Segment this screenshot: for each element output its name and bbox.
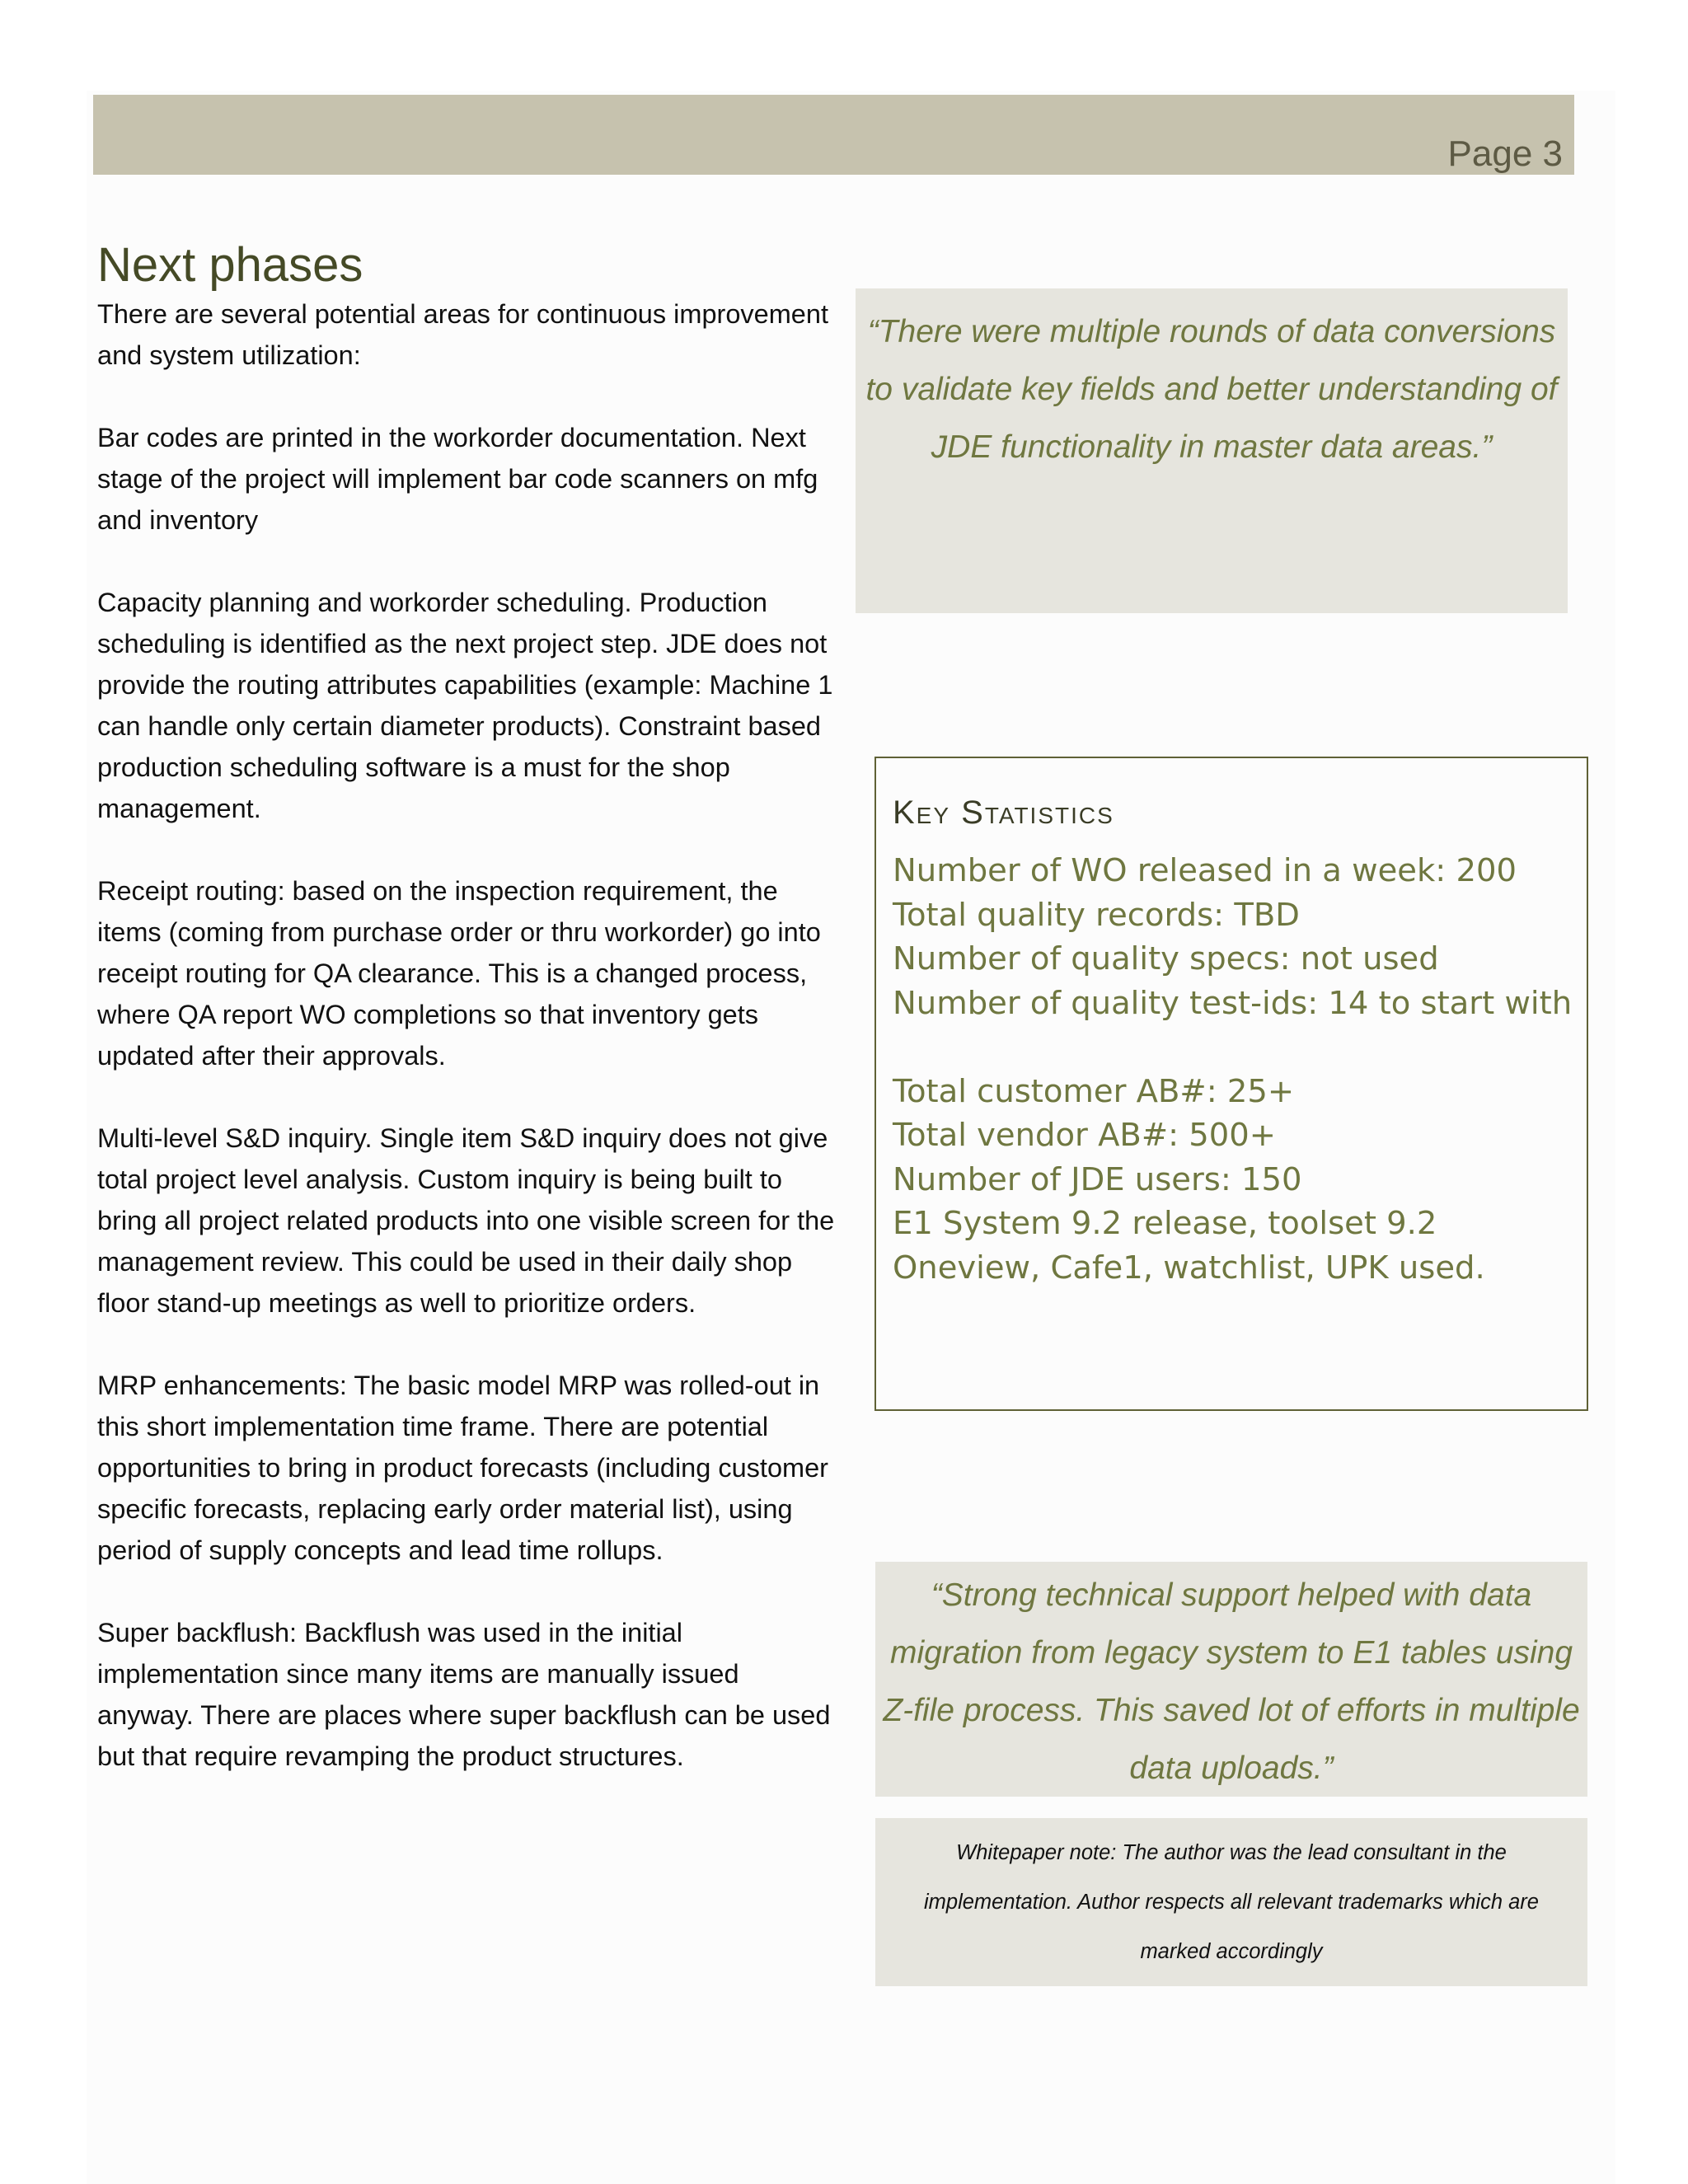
main-column: [97, 239, 839, 1818]
stat-spacer: [893, 1025, 1570, 1070]
pull-quote-technical-support: “Strong technical support helped with data migration from legacy system to E1 tables using Z-file process. This saved lot of efforts in multiple data uploads.”: [875, 1562, 1587, 1797]
stat-line: E1 System 9.2 release, toolset 9.2: [893, 1205, 1437, 1242]
page-header-band: [93, 95, 1574, 175]
paragraph-bar-codes: Bar codes are printed in the workorder documentation. Next stage of the project will implement bar code scanners on mfg and inventory: [97, 422, 818, 535]
paragraph-receipt-routing: Receipt routing: based on the inspection requirement, the items (coming from purchase order or thru workorder) go into receipt routing for QA clearance. This is a changed process, where QA report WO completions so that inventory gets updated after their approvals.: [97, 875, 821, 1071]
section-title: Next phases: [97, 238, 363, 292]
stat-line: Oneview, Cafe1, watchlist, UPK used.: [893, 1249, 1485, 1286]
stat-line: Number of JDE users: 150: [893, 1160, 1302, 1198]
stat-line: Total quality records: TBD: [893, 896, 1300, 934]
paragraph-sd-inquiry: Multi-level S&D inquiry. Single item S&D inquiry does not give total project level analysis. Custom inquiry is being built to bring all project related products into one visible screen for the management review. This could be used in their daily shop floor stand-up meetings as well to prioritize orders.: [97, 1122, 835, 1318]
key-statistics-title: Key Statistics: [893, 794, 1114, 831]
paragraph-capacity-planning: Capacity planning and workorder scheduling. Production scheduling is identified as the next project step. JDE does not provide the routing attributes capabilities (example: Machine 1 can handle only certain diameter products). Constraint based production scheduling software is a must for the shop management.: [97, 587, 833, 823]
stat-line: Number of quality specs: not used: [893, 940, 1439, 977]
stat-line: Number of WO released in a week: 200: [893, 852, 1517, 889]
key-statistics-box: [874, 757, 1588, 1411]
pull-quote-data-conversions: “There were multiple rounds of data conversions to validate key fields and better understanding of JDE functionality in master data areas.”: [856, 288, 1568, 613]
whitepaper-note: Whitepaper note: The author was the lead consultant in the implementation. Author respects all relevant trademarks which are marked accordingly: [875, 1818, 1587, 1986]
paragraph-super-backflush: Super backflush: Backflush was used in the initial implementation since many items are manually issued anyway. There are places where super backflush can be used but that require revamping the product structures.: [97, 1617, 831, 1771]
intro-paragraph: There are several potential areas for continuous improvement and system utilization:: [97, 298, 828, 370]
stat-line: Total vendor AB#: 500+: [893, 1117, 1277, 1154]
stat-line: Number of quality test-ids: 14 to start with: [893, 984, 1573, 1022]
paragraph-mrp-enhancements: MRP enhancements: The basic model MRP was rolled-out in this short implementation time frame. There are potential opportunities to bring in product forecasts (including customer specific forecasts, replacing early order material list), using period of supply concepts and lead time rollups.: [97, 1370, 828, 1565]
page-number: Page 3: [1447, 134, 1563, 174]
stat-line: Total customer AB#: 25+: [893, 1072, 1295, 1110]
